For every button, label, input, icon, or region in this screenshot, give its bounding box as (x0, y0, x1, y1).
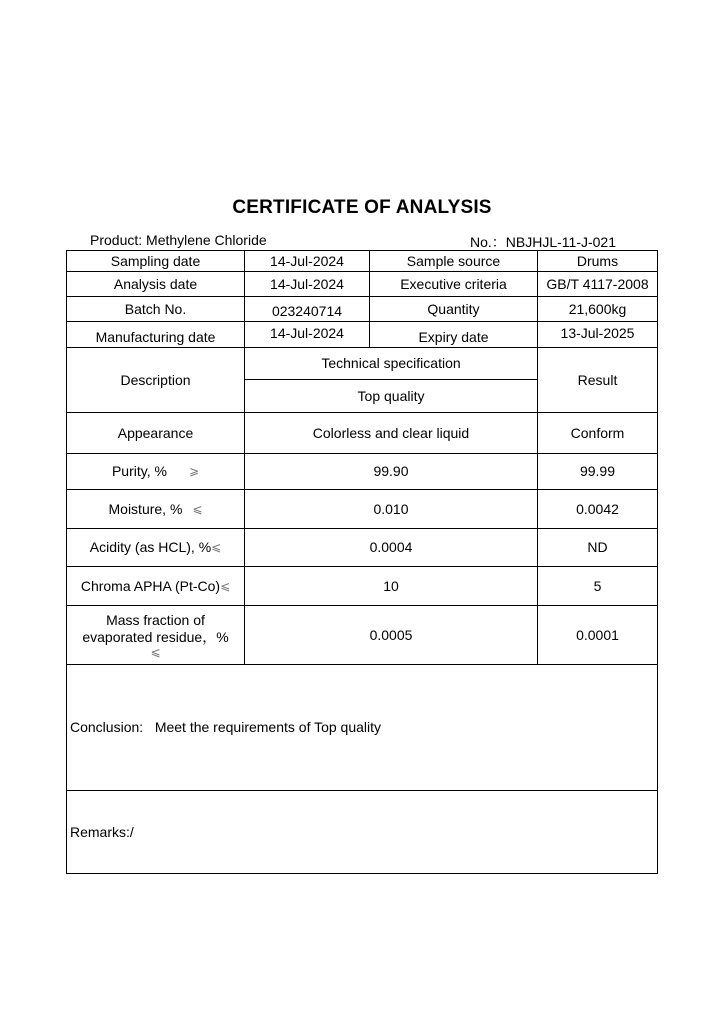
info-value-executive-criteria: GB/T 4117-2008 (546, 275, 649, 292)
test-result-evaporated-residue: 0.0001 (576, 626, 619, 643)
test-result-moisture: 0.0042 (576, 500, 619, 517)
test-name-appearance: Appearance (117, 424, 194, 441)
info-value-quantity: 21,600kg (568, 300, 627, 317)
greater-or-equal-symbol: ⩾ (188, 464, 200, 478)
product-line: Product: Methylene Chloride (90, 232, 267, 248)
test-spec-chroma: 10 (383, 577, 399, 594)
info-label-sampling-date: Sampling date (110, 252, 201, 269)
less-or-equal-symbol: ⩽ (150, 644, 161, 659)
info-label-manufacturing-date: Manufacturing date (95, 328, 216, 345)
grade-header: Top quality (357, 387, 425, 404)
test-spec-appearance: Colorless and clear liquid (312, 424, 470, 441)
info-label-sample-source: Sample source (406, 252, 501, 269)
less-or-equal-symbol: ⩽ (192, 501, 203, 516)
test-name-purity (67, 454, 244, 489)
remarks: Remarks:/ (70, 823, 134, 840)
info-label-quantity: Quantity (427, 300, 480, 317)
test-name-purity-label: Purity, % (111, 463, 167, 479)
test-spec-acidity: 0.0004 (369, 539, 413, 555)
info-value-analysis-date: 14-Jul-2024 (270, 275, 344, 292)
info-value-batch-no: 023240714 (271, 302, 343, 319)
test-result-purity: 99.99 (579, 463, 616, 479)
test-name-moisture-label: Moisture, % (108, 500, 183, 517)
info-label-analysis-date: Analysis date (113, 275, 198, 292)
less-or-equal-symbol: ⩽ (220, 578, 231, 593)
test-spec-purity: 99.90 (373, 463, 409, 479)
technical-specification-header: Technical specification (321, 355, 461, 371)
test-name-chroma (67, 567, 244, 605)
conclusion: Conclusion: Meet the requirements of Top quality (70, 719, 382, 735)
test-name-chroma-label: Chroma APHA (Pt-Co) (80, 577, 221, 594)
test-name-acidity-label: Acidity (as HCL), % (89, 539, 212, 555)
info-label-batch-no: Batch No. (124, 300, 187, 317)
info-value-manufacturing-date: 14-Jul-2024 (270, 324, 344, 341)
test-name-evaporated-residue-line2: evaporated residue，% (82, 628, 229, 645)
test-name-evaporated-residue-line1: Mass fraction of (106, 611, 205, 628)
analysis-table (66, 250, 658, 874)
test-name-acidity (67, 529, 244, 566)
description-header: Description (120, 371, 191, 388)
document-title: CERTIFICATE OF ANALYSIS (232, 197, 492, 218)
test-result-chroma: 5 (593, 577, 602, 594)
info-label-expiry-date: Expiry date (418, 328, 489, 345)
info-value-expiry-date: 13-Jul-2025 (560, 324, 635, 341)
test-spec-evaporated-residue: 0.0005 (369, 626, 413, 643)
test-spec-moisture: 0.010 (373, 500, 409, 517)
info-label-executive-criteria: Executive criteria (400, 275, 507, 292)
test-result-appearance: Conform (570, 424, 625, 441)
info-value-sample-source: Drums (576, 252, 619, 269)
result-header: Result (577, 371, 618, 388)
certificate-number: No.：NBJHJL-11-J-021 (470, 234, 617, 250)
test-name-evaporated-residue (67, 606, 244, 664)
test-result-acidity: ND (587, 539, 608, 555)
test-name-moisture (67, 490, 244, 528)
info-value-sampling-date: 14-Jul-2024 (270, 252, 344, 269)
less-or-equal-symbol: ⩽ (211, 540, 222, 554)
